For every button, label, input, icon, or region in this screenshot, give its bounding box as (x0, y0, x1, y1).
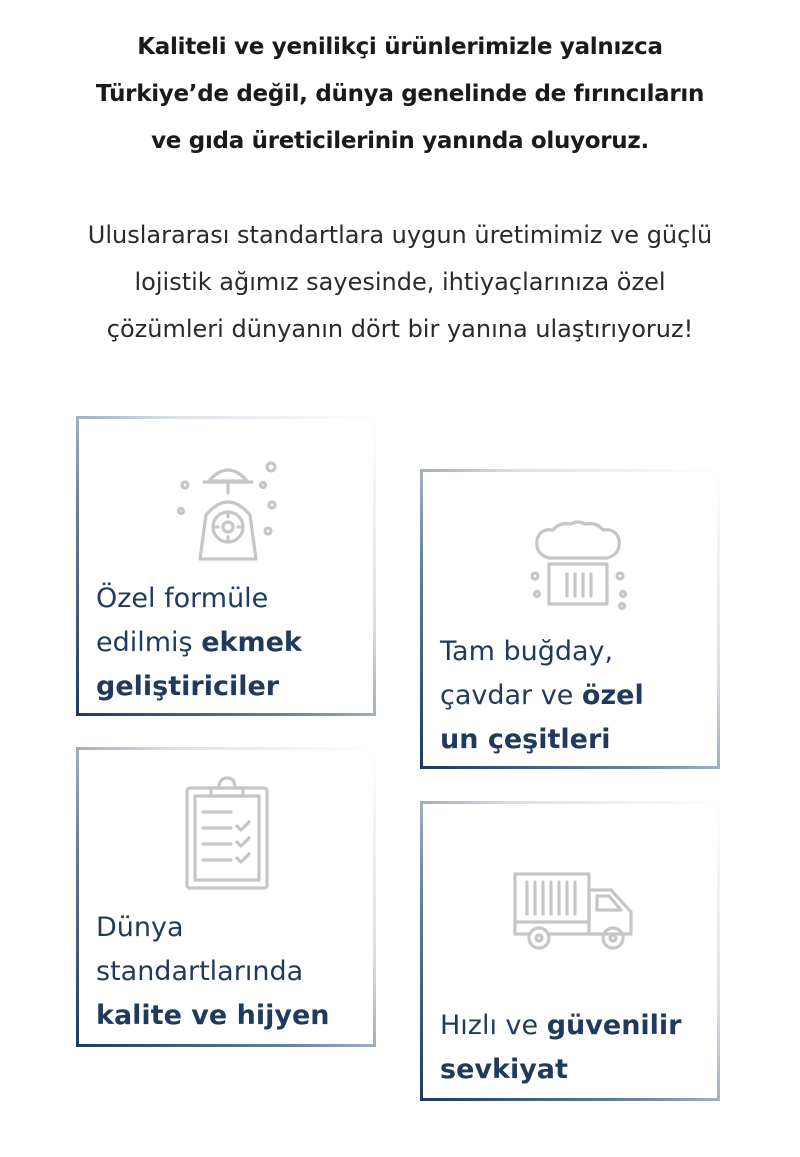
card-title (440, 1004, 709, 1092)
intro-line: ve gıda üreticilerinin yanında oluyoruz. (151, 128, 649, 154)
card-title-emphasis: sevkiyat (440, 1054, 568, 1085)
scale-icon (173, 455, 283, 565)
card-title-emphasis: özel (581, 680, 644, 711)
card-title-line: Tam buğday, (440, 636, 614, 667)
chef-hat-icon (523, 520, 633, 612)
intro-line: Türkiye’de değil, dünya genelinde de fırıncıların (95, 81, 705, 107)
card-title-text: Hızlı ve (440, 1010, 547, 1041)
intro-paragraph (0, 212, 800, 353)
paragraph-line: çözümleri dünyanın dört bir yanına ulaştırıyoruz! (106, 315, 694, 343)
paragraph-line: lojistik ağımız sayesinde, ihtiyaçlarınıza özel (134, 268, 666, 296)
card-title-text: edilmiş (96, 627, 202, 658)
card-title-emphasis: kalite ve hijyen (96, 1000, 330, 1031)
feature-card-bread-improvers (76, 416, 376, 716)
card-title-emphasis: güvenilir (546, 1010, 682, 1041)
card-title-line: Dünya (96, 912, 184, 943)
card-title-emphasis: geliştiriciler (96, 671, 280, 702)
feature-card-quality-hygiene (76, 747, 376, 1047)
card-title (96, 577, 365, 709)
feature-card-shipping (420, 801, 720, 1101)
clipboard-icon (183, 776, 273, 892)
card-title (440, 630, 709, 762)
paragraph-line: Uluslararası standartlara uygun üretimimiz ve güçlü (87, 221, 713, 249)
intro-heading (0, 24, 800, 165)
intro-line: Kaliteli ve yenilikçi ürünlerimizle yalnızca (137, 34, 663, 60)
card-title-emphasis: ekmek (201, 627, 302, 658)
card-title-line: Özel formüle (96, 583, 269, 614)
card-title-text: standartlarında (96, 956, 304, 987)
feature-card-flour-types (420, 469, 720, 769)
card-title-text: çavdar ve (440, 680, 582, 711)
card-title (96, 906, 365, 1038)
truck-icon (511, 870, 637, 956)
card-title-emphasis: un çeşitleri (440, 724, 611, 755)
